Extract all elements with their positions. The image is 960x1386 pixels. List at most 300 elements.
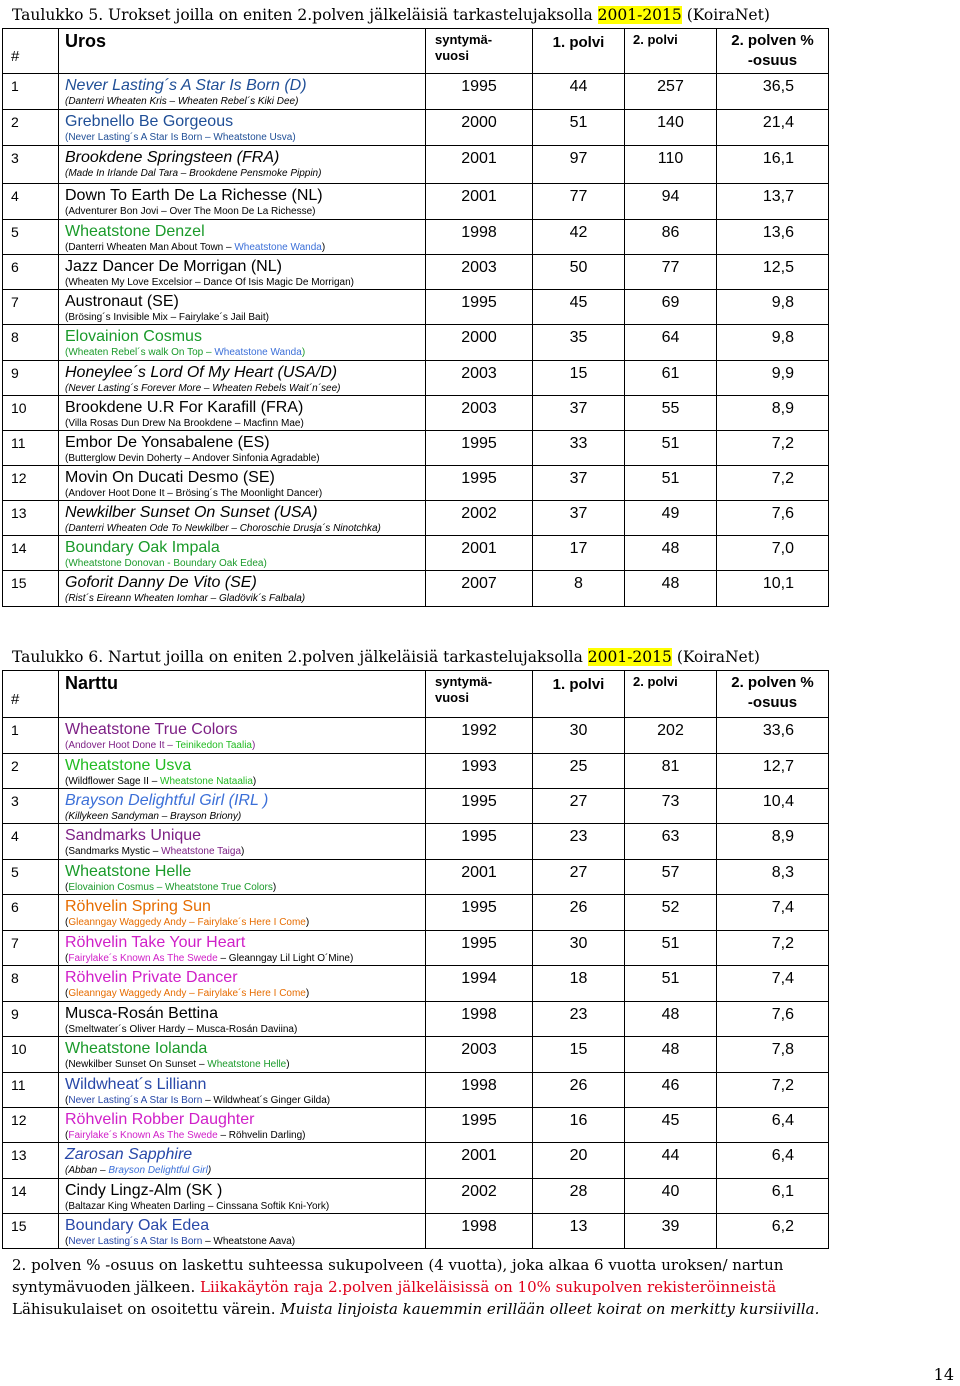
parents-part-a: (Newkilber Sunset On Sunset – bbox=[65, 1059, 208, 1070]
row-number: 7 bbox=[3, 290, 59, 325]
table-row bbox=[3, 290, 829, 325]
gen2-count: 55 bbox=[625, 396, 717, 431]
row-number: 10 bbox=[3, 396, 59, 431]
table6-caption bbox=[12, 648, 760, 666]
parents bbox=[65, 1023, 425, 1036]
gen2-percent: 9,9 bbox=[717, 361, 829, 396]
dog-name-cell bbox=[59, 501, 426, 536]
parents bbox=[65, 346, 425, 359]
gen2-count: 110 bbox=[625, 146, 717, 184]
birth-year: 2003 bbox=[426, 396, 533, 431]
row-number: 15 bbox=[3, 1214, 59, 1249]
gen2-percent: 10,1 bbox=[717, 571, 829, 607]
dog-name-cell bbox=[59, 1179, 426, 1214]
dog-name: Grebnello Be Gorgeous bbox=[65, 113, 234, 130]
row-number: 1 bbox=[3, 74, 59, 110]
gen1-count: 26 bbox=[533, 895, 625, 931]
parents bbox=[65, 382, 425, 395]
table-row bbox=[3, 824, 829, 860]
gen2-count: 86 bbox=[625, 220, 717, 255]
row-number: 13 bbox=[3, 1143, 59, 1179]
dog-name: Wheatstone True Colors bbox=[65, 721, 238, 738]
table-row bbox=[3, 895, 829, 931]
dog-name: Newkilber Sunset On Sunset (USA) bbox=[65, 504, 318, 521]
parents-close: ) bbox=[321, 242, 326, 253]
dog-name: Wheatstone Iolanda bbox=[65, 1040, 208, 1057]
parents-text: (Danterri Wheaten Kris – Wheaten Rebel´s Kiki Dee) bbox=[65, 96, 299, 107]
gen2-percent: 6,2 bbox=[717, 1214, 829, 1249]
parents bbox=[65, 167, 425, 180]
dog-name: Zarosan Sapphire bbox=[65, 1146, 193, 1163]
gen1-count: 33 bbox=[533, 431, 625, 466]
birth-year: 2000 bbox=[426, 325, 533, 361]
gen1-count: 37 bbox=[533, 466, 625, 501]
gen2-percent: 7,2 bbox=[717, 931, 829, 966]
birth-year: 2001 bbox=[426, 184, 533, 220]
birth-year: 2001 bbox=[426, 1143, 533, 1179]
parents-part-a: (Andover Hoot Done It – bbox=[65, 740, 176, 751]
header-birth-year bbox=[426, 671, 533, 718]
dog-name-cell bbox=[59, 789, 426, 824]
dog-name-cell bbox=[59, 361, 426, 396]
header-gen1: 1. polvi bbox=[533, 29, 625, 74]
dog-name-cell bbox=[59, 325, 426, 361]
birth-year: 1992 bbox=[426, 718, 533, 754]
gen2-count: 257 bbox=[625, 74, 717, 110]
parents bbox=[65, 1235, 425, 1248]
gen1-count: 37 bbox=[533, 501, 625, 536]
gen2-percent: 6,4 bbox=[717, 1143, 829, 1179]
dog-name: Boundary Oak Impala bbox=[65, 539, 220, 556]
table5-caption-highlight: 2001-2015 bbox=[597, 6, 682, 24]
dog-name: Down To Earth De La Richesse (NL) bbox=[65, 187, 323, 204]
gen1-count: 17 bbox=[533, 536, 625, 571]
gen1-count: 37 bbox=[533, 396, 625, 431]
dog-name-cell bbox=[59, 110, 426, 146]
dog-name: Sandmarks Unique bbox=[65, 827, 202, 844]
parents-part-c: – Röhvelin Darling) bbox=[217, 1130, 306, 1141]
row-number: 12 bbox=[3, 1108, 59, 1143]
header-pct bbox=[717, 29, 829, 74]
table-row bbox=[3, 718, 829, 754]
gen2-percent: 6,4 bbox=[717, 1108, 829, 1143]
parents-text: (Brösing´s Invisible Mix – Fairylake´s Jail Bait) bbox=[65, 312, 269, 323]
table6 bbox=[2, 670, 829, 1249]
table-row bbox=[3, 1037, 829, 1073]
row-number: 8 bbox=[3, 325, 59, 361]
table-row bbox=[3, 860, 829, 895]
gen2-count: 40 bbox=[625, 1179, 717, 1214]
dog-name-cell bbox=[59, 1108, 426, 1143]
parents bbox=[65, 987, 425, 1000]
overuse-limit-note: Liikakäytön raja 2.polven jälkeläisissä on 10% sukupolven rekisteröinneistä bbox=[200, 1278, 777, 1296]
birth-year: 1995 bbox=[426, 290, 533, 325]
table-row bbox=[3, 789, 829, 824]
row-number: 12 bbox=[3, 466, 59, 501]
table-row bbox=[3, 431, 829, 466]
parents bbox=[65, 205, 425, 218]
row-number: 6 bbox=[3, 255, 59, 290]
row-number: 3 bbox=[3, 789, 59, 824]
gen1-count: 42 bbox=[533, 220, 625, 255]
parents-part-a: (Killykeen Sandyman – Brayson Briony) bbox=[65, 811, 242, 822]
parents bbox=[65, 775, 425, 788]
table-row bbox=[3, 536, 829, 571]
dog-name-cell bbox=[59, 1002, 426, 1037]
sire: (Wheaten Rebel´s walk On Top – bbox=[65, 347, 215, 358]
parents-part-a: (Abban – bbox=[65, 1165, 109, 1176]
gen2-percent: 8,3 bbox=[717, 860, 829, 895]
table-row bbox=[3, 1214, 829, 1249]
table-row bbox=[3, 501, 829, 536]
birth-year: 1993 bbox=[426, 754, 533, 789]
parents bbox=[65, 241, 425, 254]
gen1-count: 8 bbox=[533, 571, 625, 607]
dog-name: Elovainion Cosmus bbox=[65, 328, 202, 345]
birth-year: 2000 bbox=[426, 110, 533, 146]
parents-part-a: (Sandmarks Mystic – bbox=[65, 846, 162, 857]
gen2-count: 61 bbox=[625, 361, 717, 396]
dog-name-cell bbox=[59, 1143, 426, 1179]
row-number: 4 bbox=[3, 184, 59, 220]
dog-name: Brayson Delightful Girl (IRL ) bbox=[65, 792, 269, 809]
parents-text: (Adventurer Bon Jovi – Over The Moon De La Richesse) bbox=[65, 206, 316, 217]
header-pct-2: -osuus bbox=[747, 694, 798, 711]
gen2-count: 49 bbox=[625, 501, 717, 536]
gen2-count: 51 bbox=[625, 466, 717, 501]
row-number: 11 bbox=[3, 1073, 59, 1108]
parents bbox=[65, 131, 425, 144]
dog-name-cell bbox=[59, 255, 426, 290]
birth-year: 2001 bbox=[426, 860, 533, 895]
parents bbox=[65, 881, 425, 894]
parents-part-a: ( bbox=[65, 953, 69, 964]
footnote-line-2 bbox=[12, 1276, 819, 1298]
parents-part-b: Fairylake´s Known As The Swede bbox=[68, 953, 218, 964]
row-number: 5 bbox=[3, 220, 59, 255]
header-gen2: 2. polvi bbox=[625, 671, 717, 718]
parents-part-b: Wheatstone Helle bbox=[207, 1059, 287, 1070]
gen2-count: 48 bbox=[625, 1002, 717, 1037]
dog-name-cell bbox=[59, 74, 426, 110]
header-pct-1: 2. polven % bbox=[731, 674, 814, 691]
row-number: 11 bbox=[3, 431, 59, 466]
table-row bbox=[3, 74, 829, 110]
parents-part-b: Fairylake´s Known As The Swede bbox=[68, 1130, 218, 1141]
table-row bbox=[3, 396, 829, 431]
gen2-percent: 7,0 bbox=[717, 536, 829, 571]
parents-part-b: Wheatstone Nataalia bbox=[160, 776, 253, 787]
header-birth-year-2: vuosi bbox=[435, 690, 469, 705]
dog-name-cell bbox=[59, 966, 426, 1002]
dog-name: Never Lasting´s A Star Is Born (D) bbox=[65, 77, 307, 94]
parents-text: (Wheaten My Love Excelsior – Dance Of Isis Magic De Morrigan) bbox=[65, 277, 354, 288]
table-row bbox=[3, 1143, 829, 1179]
row-number: 9 bbox=[3, 361, 59, 396]
header-birth-year bbox=[426, 29, 533, 74]
parents bbox=[65, 1058, 425, 1071]
dam: Wheatstone Wanda bbox=[234, 242, 322, 253]
parents bbox=[65, 95, 425, 108]
header-hash: # bbox=[3, 671, 59, 718]
dog-name-cell bbox=[59, 536, 426, 571]
parents-text: (Andover Hoot Done It – Brösing´s The Moonlight Dancer) bbox=[65, 488, 323, 499]
gen2-percent: 33,6 bbox=[717, 718, 829, 754]
parents-part-b: Never Lasting´s A Star Is Born bbox=[68, 1236, 203, 1247]
gen1-count: 27 bbox=[533, 789, 625, 824]
table-row bbox=[3, 146, 829, 184]
parents-part-c: ) bbox=[241, 846, 245, 857]
gen2-count: 48 bbox=[625, 1037, 717, 1073]
gen2-count: 39 bbox=[625, 1214, 717, 1249]
table-row bbox=[3, 931, 829, 966]
row-number: 2 bbox=[3, 754, 59, 789]
table-row bbox=[3, 255, 829, 290]
gen2-count: 51 bbox=[625, 431, 717, 466]
footnote bbox=[12, 1254, 819, 1320]
gen2-percent: 8,9 bbox=[717, 396, 829, 431]
birth-year: 2001 bbox=[426, 146, 533, 184]
gen1-count: 35 bbox=[533, 325, 625, 361]
table-row bbox=[3, 110, 829, 146]
birth-year: 2007 bbox=[426, 571, 533, 607]
parents-part-c: ) bbox=[207, 1165, 212, 1176]
header-pct-2: -osuus bbox=[747, 52, 798, 69]
dog-name: Röhvelin Private Dancer bbox=[65, 969, 238, 986]
dog-name-cell bbox=[59, 895, 426, 931]
parents bbox=[65, 557, 425, 570]
parents-part-b: Elovainion Cosmus – Wheatstone True Colors bbox=[68, 882, 273, 893]
birth-year: 1995 bbox=[426, 895, 533, 931]
gen2-percent: 8,9 bbox=[717, 824, 829, 860]
parents bbox=[65, 952, 425, 965]
birth-year: 1998 bbox=[426, 1073, 533, 1108]
gen1-count: 23 bbox=[533, 824, 625, 860]
parents bbox=[65, 276, 425, 289]
parents-part-c: ) bbox=[305, 988, 310, 999]
parents bbox=[65, 1094, 425, 1107]
parents-part-b: Teinikedon Taalia bbox=[175, 740, 252, 751]
parents-part-b: Gleanngay Waggedy Andy – Fairylake´s Here I Come bbox=[68, 988, 306, 999]
footnote-line-3 bbox=[12, 1298, 819, 1320]
table-row bbox=[3, 571, 829, 607]
parents-text: (Rist´s Eireann Wheaten Iomhar – Gladövik´s Falbala) bbox=[65, 593, 306, 604]
parents-text: (Never Lasting´s A Star Is Born – Wheatstone Usva) bbox=[65, 132, 296, 143]
gen2-percent: 7,4 bbox=[717, 895, 829, 931]
footnote-line-2-text: syntymävuoden jälkeen. bbox=[12, 1278, 201, 1296]
dog-name-cell bbox=[59, 571, 426, 607]
header-name: Narttu bbox=[59, 671, 426, 718]
dog-name: Austronaut (SE) bbox=[65, 293, 179, 310]
italic-note: Muista linjoista kauemmin erillään olleet koirat on merkitty kursiivilla. bbox=[280, 1300, 820, 1318]
parents-part-c: ) bbox=[251, 740, 256, 751]
gen2-percent: 13,6 bbox=[717, 220, 829, 255]
parents bbox=[65, 522, 425, 535]
gen2-count: 69 bbox=[625, 290, 717, 325]
parents bbox=[65, 810, 425, 823]
table5-caption-source: (KoiraNet) bbox=[681, 6, 770, 24]
dog-name: Goforit Danny De Vito (SE) bbox=[65, 574, 257, 591]
parents bbox=[65, 592, 425, 605]
gen2-count: 81 bbox=[625, 754, 717, 789]
birth-year: 1995 bbox=[426, 466, 533, 501]
gen1-count: 30 bbox=[533, 718, 625, 754]
gen2-percent: 13,7 bbox=[717, 184, 829, 220]
parents-text: (Villa Rosas Dun Drew Na Brookdene – Macfinn Mae) bbox=[65, 418, 304, 429]
birth-year: 1995 bbox=[426, 789, 533, 824]
parents bbox=[65, 1200, 425, 1213]
parents-text: (Never Lasting´s Forever More – Wheaten Rebels Wait´n´see) bbox=[65, 383, 341, 394]
gen1-count: 15 bbox=[533, 1037, 625, 1073]
parents-part-a: ( bbox=[65, 1095, 69, 1106]
dog-name: Cindy Lingz-Alm (SK ) bbox=[65, 1182, 223, 1199]
table-row bbox=[3, 1108, 829, 1143]
dog-name: Musca-Rosán Bettina bbox=[65, 1005, 218, 1022]
parents-part-b: Brayson Delightful Girl bbox=[108, 1165, 208, 1176]
gen2-count: 45 bbox=[625, 1108, 717, 1143]
gen2-count: 77 bbox=[625, 255, 717, 290]
row-number: 6 bbox=[3, 895, 59, 931]
parents bbox=[65, 739, 425, 752]
table-row bbox=[3, 1002, 829, 1037]
header-pct-1: 2. polven % bbox=[731, 32, 814, 49]
dog-name-cell bbox=[59, 1037, 426, 1073]
table-row bbox=[3, 1179, 829, 1214]
parents-text: (Butterglow Devin Doherty – Andover Sinfonia Agradable) bbox=[65, 453, 320, 464]
row-number: 4 bbox=[3, 824, 59, 860]
parents bbox=[65, 311, 425, 324]
gen1-count: 30 bbox=[533, 931, 625, 966]
header-name: Uros bbox=[59, 29, 426, 74]
gen2-count: 73 bbox=[625, 789, 717, 824]
dog-name: Röhvelin Take Your Heart bbox=[65, 934, 246, 951]
gen2-count: 44 bbox=[625, 1143, 717, 1179]
dam: Wheatstone Wanda bbox=[214, 347, 302, 358]
row-number: 8 bbox=[3, 966, 59, 1002]
gen2-percent: 7,6 bbox=[717, 1002, 829, 1037]
gen2-count: 51 bbox=[625, 931, 717, 966]
header-birth-year-1: syntymä- bbox=[435, 32, 493, 47]
parents-part-b: Never Lasting´s A Star Is Born bbox=[68, 1095, 203, 1106]
gen1-count: 23 bbox=[533, 1002, 625, 1037]
birth-year: 2001 bbox=[426, 536, 533, 571]
table5-caption-text: Taulukko 5. Urokset joilla on eniten 2.polven jälkeläisiä tarkastelujaksolla bbox=[12, 6, 598, 24]
header-pct bbox=[717, 671, 829, 718]
header-birth-year-1: syntymä- bbox=[435, 674, 493, 689]
dog-name: Movin On Ducati Desmo (SE) bbox=[65, 469, 275, 486]
dog-name: Wheatstone Helle bbox=[65, 863, 192, 880]
table5 bbox=[2, 28, 829, 607]
table6-caption-text: Taulukko 6. Nartut joilla on eniten 2.polven jälkeläisiä tarkastelujaksolla bbox=[12, 648, 588, 666]
header-gen1: 1. polvi bbox=[533, 671, 625, 718]
gen2-count: 48 bbox=[625, 571, 717, 607]
table6-header-row bbox=[3, 671, 829, 718]
gen2-percent: 6,1 bbox=[717, 1179, 829, 1214]
gen2-count: 48 bbox=[625, 536, 717, 571]
row-number: 2 bbox=[3, 110, 59, 146]
dog-name: Jazz Dancer De Morrigan (NL) bbox=[65, 258, 282, 275]
parents-part-c: ) bbox=[286, 1059, 290, 1070]
dog-name-cell bbox=[59, 718, 426, 754]
page-number: 14 bbox=[933, 1365, 954, 1384]
gen2-percent: 7,2 bbox=[717, 466, 829, 501]
parents-close: ) bbox=[301, 347, 306, 358]
parents bbox=[65, 1129, 425, 1142]
dog-name: Embor De Yonsabalene (ES) bbox=[65, 434, 270, 451]
birth-year: 1995 bbox=[426, 931, 533, 966]
gen1-count: 26 bbox=[533, 1073, 625, 1108]
parents bbox=[65, 1164, 425, 1177]
gen2-count: 46 bbox=[625, 1073, 717, 1108]
parents bbox=[65, 417, 425, 430]
gen2-count: 202 bbox=[625, 718, 717, 754]
table-row bbox=[3, 220, 829, 255]
dog-name-cell bbox=[59, 754, 426, 789]
dog-name-cell bbox=[59, 860, 426, 895]
parents-text: (Danterri Wheaten Ode To Newkilber – Choroschie Drusja´s Ninotchka) bbox=[65, 523, 381, 534]
footnote-line-1: 2. polven % -osuus on laskettu suhteessa sukupolveen (4 vuotta), joka alkaa 6 vuotta uroksen/ nartun bbox=[12, 1256, 784, 1274]
gen2-count: 51 bbox=[625, 966, 717, 1002]
birth-year: 2003 bbox=[426, 1037, 533, 1073]
birth-year: 1995 bbox=[426, 431, 533, 466]
gen2-count: 140 bbox=[625, 110, 717, 146]
parents-part-c: ) bbox=[252, 776, 257, 787]
birth-year: 1998 bbox=[426, 1002, 533, 1037]
parents-text: (Made In Irlande Dal Tara – Brookdene Pensmoke Pippin) bbox=[65, 168, 322, 179]
table-row bbox=[3, 325, 829, 361]
gen2-count: 64 bbox=[625, 325, 717, 361]
birth-year: 1994 bbox=[426, 966, 533, 1002]
gen2-percent: 12,7 bbox=[717, 754, 829, 789]
parents-part-a: ( bbox=[65, 1130, 69, 1141]
dog-name: Röhvelin Robber Daughter bbox=[65, 1111, 255, 1128]
birth-year: 2002 bbox=[426, 1179, 533, 1214]
gen2-count: 52 bbox=[625, 895, 717, 931]
parents-part-a: (Smeltwater´s Oliver Hardy – Musca-Rosán Daviina) bbox=[65, 1024, 298, 1035]
gen2-count: 57 bbox=[625, 860, 717, 895]
gen2-percent: 7,6 bbox=[717, 501, 829, 536]
gen1-count: 16 bbox=[533, 1108, 625, 1143]
header-gen2: 2. polvi bbox=[625, 29, 717, 74]
row-number: 9 bbox=[3, 1002, 59, 1037]
dog-name-cell bbox=[59, 1073, 426, 1108]
birth-year: 1998 bbox=[426, 1214, 533, 1249]
gen2-percent: 36,5 bbox=[717, 74, 829, 110]
table6-caption-highlight: 2001-2015 bbox=[587, 648, 672, 666]
dog-name-cell bbox=[59, 184, 426, 220]
table-row bbox=[3, 754, 829, 789]
parents-part-c: – Wheatstone Aava) bbox=[202, 1236, 296, 1247]
gen1-count: 28 bbox=[533, 1179, 625, 1214]
row-number: 10 bbox=[3, 1037, 59, 1073]
parents-part-b: Gleanngay Waggedy Andy – Fairylake´s Here I Come bbox=[68, 917, 306, 928]
row-number: 5 bbox=[3, 860, 59, 895]
table-row bbox=[3, 184, 829, 220]
gen2-percent: 21,4 bbox=[717, 110, 829, 146]
parents-part-a: ( bbox=[65, 988, 69, 999]
header-birth-year-2: vuosi bbox=[435, 48, 469, 63]
parents-part-a: ( bbox=[65, 882, 69, 893]
dog-name: Brookdene Springsteen (FRA) bbox=[65, 149, 280, 166]
gen1-count: 15 bbox=[533, 361, 625, 396]
dog-name: Wildwheat´s Lilliann bbox=[65, 1076, 207, 1093]
gen2-percent: 7,8 bbox=[717, 1037, 829, 1073]
gen2-percent: 12,5 bbox=[717, 255, 829, 290]
gen1-count: 77 bbox=[533, 184, 625, 220]
dog-name-cell bbox=[59, 824, 426, 860]
parents-part-a: (Baltazar King Wheaten Darling – Cinssana Softik Kni-York) bbox=[65, 1201, 330, 1212]
dog-name-cell bbox=[59, 931, 426, 966]
